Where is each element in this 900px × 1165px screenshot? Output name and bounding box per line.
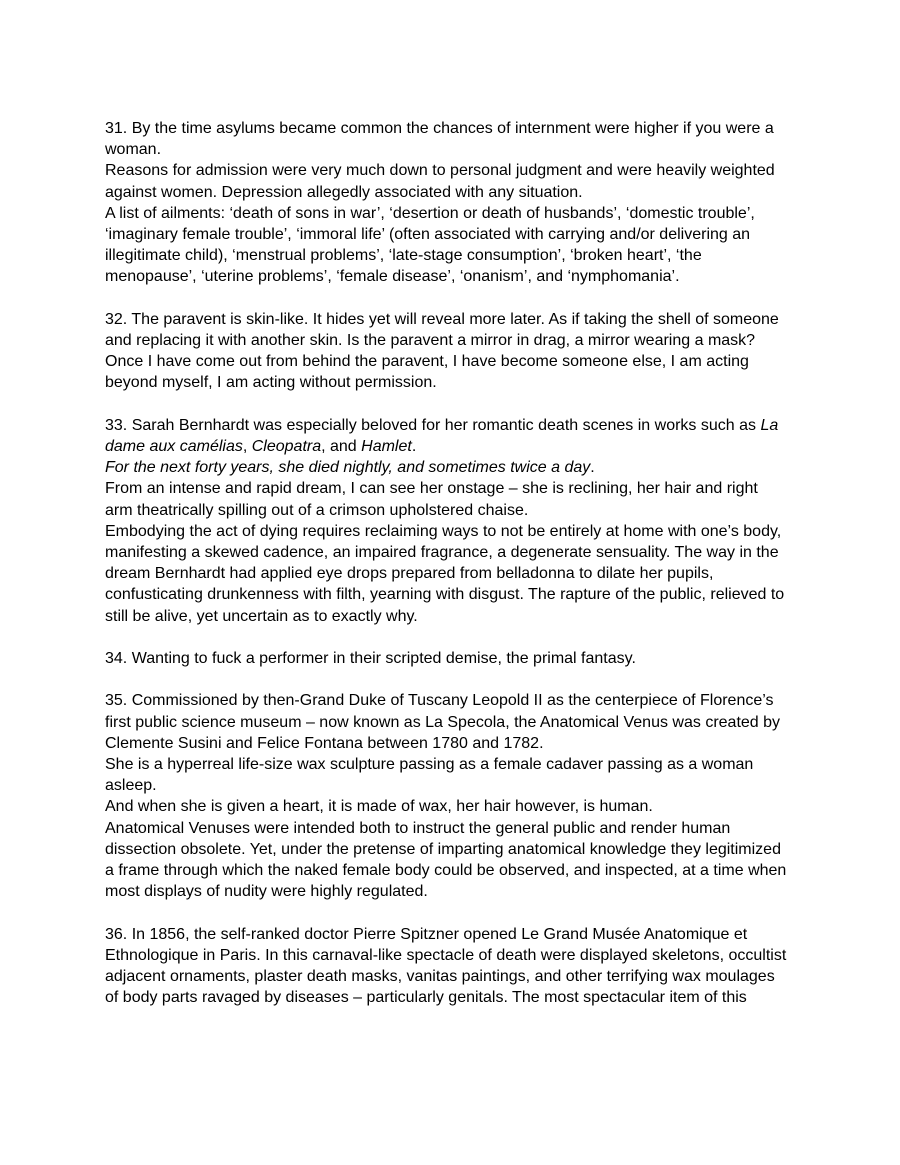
text-line: Embodying the act of dying requires reclaiming ways to not be entirely at home with one’s body, [105,522,782,540]
text-line: 32. The paravent is skin-like. It hides yet will reveal more later. As if taking the shell of someone [105,310,779,328]
text-line: ‘imaginary female trouble’, ‘immoral life’ (often associated with carrying and/or delivering an [105,226,751,244]
text-line: 33. Sarah Bernhardt was especially beloved for her romantic death scenes in works such as La [105,416,779,434]
text-line: Anatomical Venuses were intended both to instruct the general public and render human [105,819,731,837]
text-line: most displays of nudity were highly regulated. [105,883,428,901]
paragraph-32 [105,309,805,394]
paragraph-36 [105,924,805,1009]
text-line: woman. [105,141,162,159]
text-line: Reasons for admission were very much down to personal judgment and were heavily weighted [105,162,775,180]
paragraph-34 [105,648,805,669]
paragraph-33 [105,415,805,627]
text-line: dame aux camélias, Cleopatra, and Hamlet. [105,438,417,456]
text-line: a frame through which the naked female body could be observed, and inspected, at a time when [105,862,787,880]
text-line: Ethnologique in Paris. In this carnaval-like spectacle of death were displayed skeletons, occultist [105,946,787,964]
italic-title: Hamlet [361,438,412,456]
text-line: manifesting a skewed cadence, an impaired fragrance, a degenerate sensuality. The way in the [105,544,779,562]
text-line: and replacing it with another skin. Is the paravent a mirror in drag, a mirror wearing a mask? [105,332,756,350]
paragraph-35 [105,690,805,902]
text-line: asleep. [105,777,157,795]
text-line: 34. Wanting to fuck a performer in their scripted demise, the primal fantasy. [105,650,636,668]
text-line: arm theatrically spilling out of a crimson upholstered chaise. [105,501,529,519]
text-line: menopause’, ‘uterine problems’, ‘female disease’, ‘onanism’, and ‘nymphomania’. [105,268,680,286]
text-line: still be alive, yet uncertain as to exactly why. [105,607,418,625]
text-line: dream Bernhardt had applied eye drops prepared from belladonna to dilate her pupils, [105,565,714,583]
text-line: against women. Depression allegedly associated with any situation. [105,183,583,201]
text-line: 35. Commissioned by then-Grand Duke of Tuscany Leopold II as the centerpiece of Florence’s [105,692,774,710]
text-line: beyond myself, I am acting without permission. [105,374,437,392]
text-line: From an intense and rapid dream, I can see her onstage – she is reclining, her hair and right [105,480,758,498]
italic-title: dame aux camélias [105,438,243,456]
document-page [105,118,805,1030]
text-line: 36. In 1856, the self-ranked doctor Pierre Spitzner opened Le Grand Musée Anatomique et [105,925,748,943]
italic-title: Cleopatra [251,438,322,456]
text-line: Once I have come out from behind the paravent, I have become someone else, I am acting [105,353,749,371]
text-line: And when she is given a heart, it is made of wax, her hair however, is human. [105,798,653,816]
text-line: first public science museum – now known as La Specola, the Anatomical Venus was created by [105,713,781,731]
italic-title: La [760,416,779,434]
text-line: She is a hyperreal life-size wax sculpture passing as a female cadaver passing as a woman [105,756,754,774]
text-line: adjacent ornaments, plaster death masks, vanitas paintings, and other terrifying wax moulages [105,968,775,986]
text-line: dissection obsolete. Yet, under the pretense of imparting anatomical knowledge they legitimized [105,840,781,858]
text-line: confusticating drunkenness with filth, yearning with disgust. The rapture of the public, relieved to [105,586,785,604]
italic-quote: For the next forty years, she died nightly, and sometimes twice a day [105,459,591,477]
paragraph-31 [105,118,805,288]
text-line: Clemente Susini and Felice Fontana between 1780 and 1782. [105,734,544,752]
text-line: of body parts ravaged by diseases – particularly genitals. The most spectacular item of this [105,989,747,1007]
text-line: A list of ailments: ‘death of sons in war’, ‘desertion or death of husbands’, ‘domestic trouble’, [105,204,755,222]
text-line: For the next forty years, she died nightly, and sometimes twice a day. [105,459,595,477]
text-line: illegitimate child), ‘menstrual problems’, ‘late-stage consumption’, ‘broken heart’, ‘the [105,247,702,265]
text-line: 31. By the time asylums became common the chances of internment were higher if you were a [105,120,774,137]
